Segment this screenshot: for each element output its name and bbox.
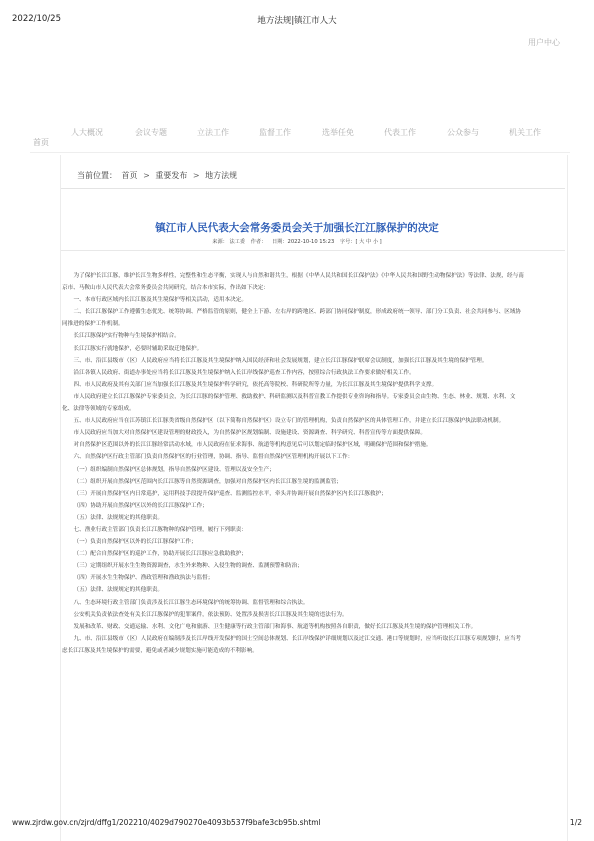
print-header-title: 地方法规|镇江市人大 bbox=[257, 16, 337, 26]
article-paragraph: 六、自然保护区行政主管部门负责自然保护区的行业管理，协调、指导、监督自然保护区管理机构开展以下工作： bbox=[73, 454, 354, 461]
nav-item-office[interactable]: 机关工作 bbox=[509, 128, 541, 137]
article-paragraph: （四）协助开展自然保护区以外的长江江豚保护工作； bbox=[73, 502, 208, 509]
breadcrumb-releases[interactable]: 重要发布 bbox=[155, 171, 188, 180]
nav-home[interactable]: 首页 bbox=[33, 138, 49, 147]
article-paragraph: （一）组织编制自然保护区总体规划，指导自然保护区建设、管理以及安全生产； bbox=[73, 466, 275, 473]
nav-item-legislation[interactable]: 立法工作 bbox=[197, 128, 229, 137]
article-paragraph: 四、市人民政府及其有关部门应当加强长江江豚及其生境保护科学研究，依托高等院校、科研院所等力量，为长江江豚及其生境保护提供科学支撑。 bbox=[73, 381, 438, 388]
article-paragraph: （三）开展自然保护区内日常巡护，运用科技手段提升保护巡查、监测监控水平，牵头并协调开展自然保护区内长江江豚救护； bbox=[73, 490, 387, 497]
footer-url: www.zjrdw.gov.cn/zjrd/dffg1/202210/4029d790270e4093b537f9bafe3cb95b.shtml bbox=[12, 818, 321, 827]
meta-divider bbox=[61, 250, 565, 251]
breadcrumb-separator: > bbox=[192, 171, 200, 180]
article-paragraph: （二）组织开展自然保护区范围内长江江豚等自然资源调查，加强对自然保护区内长江江豚生境的监测监管； bbox=[73, 478, 343, 485]
article-source: 来源： 法工委 bbox=[212, 239, 246, 245]
main-nav bbox=[30, 126, 570, 150]
nav-item-deputies[interactable]: 代表工作 bbox=[384, 128, 416, 137]
article-paragraph: （四）开展水生生物保护、渔政管理和渔政执法与监督； bbox=[73, 575, 214, 582]
article-paragraph: 七、渔业行政主管部门负责长江江豚物种的保护管理，履行下列职责： bbox=[73, 526, 247, 533]
breadcrumb bbox=[77, 170, 237, 181]
nav-divider bbox=[30, 152, 570, 153]
article-paragraph: 长江江豚保护实行物种与生境保护相结合。 bbox=[73, 333, 180, 340]
article-paragraph: 公安机关负责依法查处有关长江江豚保护的犯罪案件，依法预防、处置涉及损害长江江豚及其生境的违法行为。 bbox=[73, 611, 348, 618]
article-title: 镇江市人民代表大会常务委员会关于加强长江江豚保护的决定 bbox=[155, 222, 439, 235]
article-date: 日期：2022-10-10 15:23 bbox=[271, 239, 335, 245]
breadcrumb-home[interactable]: 首页 bbox=[121, 171, 138, 180]
article-paragraph: （二）配合自然保护区的巡护工作，协助开展长江江豚应急救助救护； bbox=[73, 551, 247, 558]
article-paragraph: 八、生态环境行政主管部门负责涉及长江江豚生态环境保护的统筹协调、监督管理和综合执法。 bbox=[73, 599, 309, 606]
article-paragraph: （一）负责自然保护区以外的长江江豚保护工作； bbox=[73, 539, 197, 546]
nav-item-election[interactable]: 选举任免 bbox=[322, 128, 354, 137]
breadcrumb-divider bbox=[61, 188, 565, 189]
breadcrumb-regulations[interactable]: 地方法规 bbox=[205, 171, 238, 180]
nav-item-public[interactable]: 公众参与 bbox=[447, 128, 479, 137]
article-paragraph: （五）法律、法规规定的其他职责。 bbox=[73, 587, 164, 594]
article-paragraph: 长江江豚实行就地保护，必要时辅助采取迁地保护。 bbox=[73, 345, 203, 352]
nav-item-overview[interactable]: 人大概况 bbox=[71, 128, 103, 137]
breadcrumb-label: 当前位置： bbox=[77, 171, 117, 180]
article-paragraph: 为了保护长江江豚，维护长江生物多样性，完整性和生态平衡，实现人与自然和谐共生，根据《中华人民共和国长江保护法》《中华人民共和国野生动物保护法》等法律、法规，经与南京市、马鞍山市人民代表大会常务委员会共同研究，结合本市实际，作出如下决定： bbox=[62, 273, 524, 292]
breadcrumb-separator: > bbox=[143, 171, 150, 180]
article-paragraph: 五、市人民政府应当在江苏镇江长江豚类省级自然保护区（以下简称自然保护区）设立专门的管理机构，负责自然保护区的具体管理工作，并建立长江江豚保护执法联动机制。 bbox=[73, 418, 505, 425]
article-paragraph: 一、本市行政区域内长江江豚及其生境保护等相关活动，适用本决定。 bbox=[73, 297, 247, 304]
nav-item-supervision[interactable]: 监督工作 bbox=[259, 128, 291, 137]
article-paragraph: 二、长江江豚保护工作遵循生态优先、统筹协调、严格监管的原则，健全上下游、左右岸的跨地区、跨部门协同保护制度，形成政府统一领导、部门分工负责、社会共同参与、区域协同推进的保护工作机制。 bbox=[62, 309, 522, 328]
article-body bbox=[62, 270, 524, 657]
article-paragraph: （五）法律、法规规定的其他职责。 bbox=[73, 514, 164, 521]
nav-item-meetings[interactable]: 会议专题 bbox=[135, 128, 167, 137]
article-paragraph: 三、市、沿江县级市（区）人民政府应当将长江江豚及其生境保护纳入国民经济和社会发展规划，建立长江江豚保护联席会议制度，加强长江江豚及其生境的保护管理。 bbox=[73, 357, 488, 364]
article-paragraph: 市人民政府应当加大对自然保护区建设管理的财政投入，为自然保护区规划编制、设施建设、资源调查、科学研究、科普宣传等方面提供保障。 bbox=[73, 430, 426, 437]
article-author: 作者： bbox=[250, 239, 267, 245]
print-date: 2022/10/25 bbox=[12, 14, 61, 24]
article-paragraph: 九、市、沿江县级市（区）人民政府在编制涉及长江岸线开发保护的国土空间总体规划、长江岸线保护详细规划以及过江交通、港口等规划时，应当听取长江江豚专项规划时，应当考虑长江江豚及其生境保护的需要，避免或者减少规划实施可能造成的不利影响。 bbox=[62, 635, 522, 654]
page-number: 1/2 bbox=[569, 818, 582, 827]
font-size-control[interactable]: 字号：[ 大 中 小 ] bbox=[339, 239, 382, 245]
article-paragraph: 发展和改革、财政、交通运输、水利、文化广电和旅游、卫生健康等行政主管部门和海事、航道等机构按照各自职责，做好长江江豚及其生境的保护管理相关工作。 bbox=[73, 623, 477, 630]
article-paragraph: 对自然保护区范围以外的长江江豚经常活动水域，市人民政府在征求海事、航道等机构意见后可以划定临时保护区域，明确保护范围和保护措施。 bbox=[73, 442, 432, 449]
article-paragraph: 沿江各镇人民政府、街道办事处应当将长江江豚及其生境保护纳入长江岸线保护巡查工作内容，按照综合行政执法工作要求做好相关工作。 bbox=[73, 369, 415, 376]
article-paragraph: 市人民政府建立长江江豚保护专家委员会，为长江江豚的保护管理、救助救护、科研监测以及科普宣教工作提供专业咨询和指导。专家委员会由生物、生态、林业、规划、水利、文化、法律等领域的专家组成。 bbox=[62, 393, 516, 413]
article-paragraph: （三）定期组织开展水生生物资源调查，水生外来物种、入侵生物的调查、监测预警和防治； bbox=[73, 563, 303, 570]
user-center-link[interactable]: 用户中心 bbox=[528, 38, 560, 47]
article-meta bbox=[0, 238, 594, 245]
